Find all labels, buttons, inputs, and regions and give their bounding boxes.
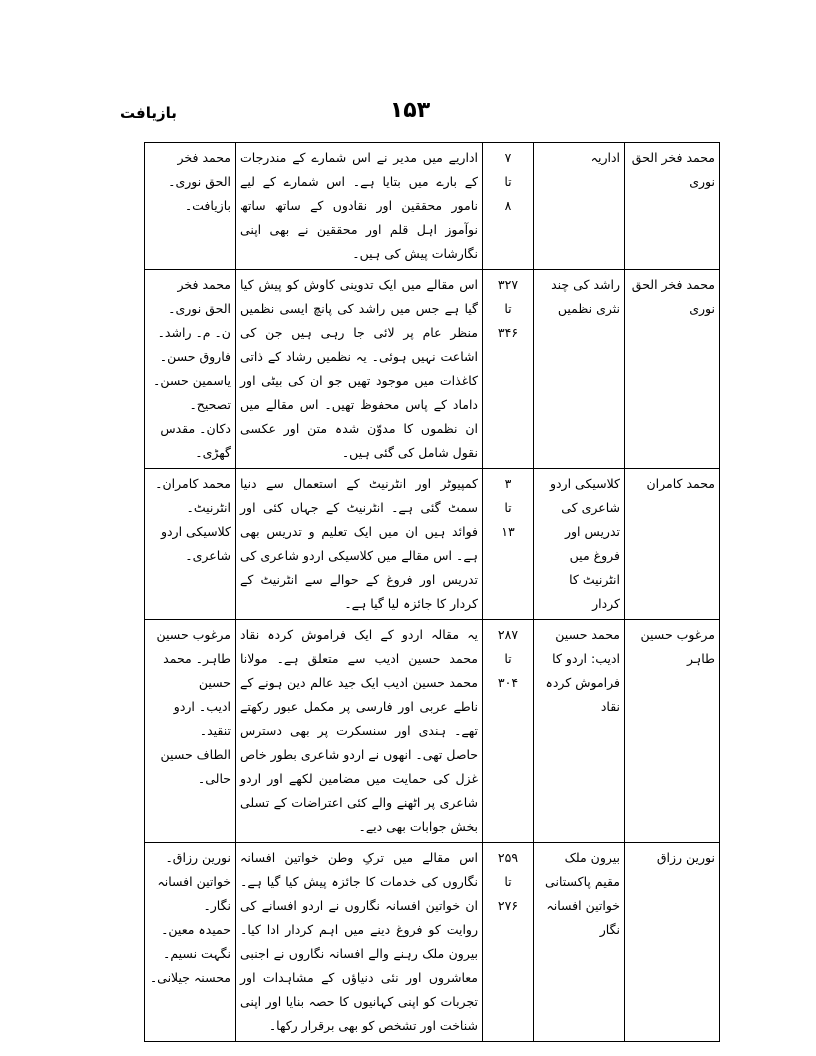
keyword: ادیب۔ اردو تنقید۔ — [173, 699, 231, 738]
keyword: کلاسیکی اردو — [160, 524, 231, 539]
table-row — [145, 270, 720, 469]
summary-cell: اداریے میں مدیر نے اس شمارے کے مندرجات کے بارے میں بتایا ہے۔ اس شمارے کے لیے نامور محققین اور نقادوں کے ساتھ ساتھ نوآموز اہل قلم اور محققین نے بھی اپنی نگارشات پیش کی ہیں۔ — [236, 143, 483, 270]
keyword: شاعری۔ — [185, 548, 231, 563]
keyword: نگہت نسیم۔ — [163, 946, 231, 961]
keyword: گھڑی۔ — [195, 445, 231, 460]
pages-cell — [483, 469, 534, 620]
title-cell: اداریہ — [534, 143, 625, 270]
keyword: طاہر۔ محمد حسین — [163, 651, 231, 690]
keywords-cell — [145, 143, 236, 270]
table-row — [145, 143, 720, 270]
page-range-part: ۲۸۷ — [497, 627, 519, 642]
page-range-part: تا — [504, 874, 512, 889]
keyword: حالی۔ — [197, 771, 231, 786]
keyword: الطاف حسین — [160, 747, 231, 762]
page-range-part: ۸ — [504, 198, 512, 213]
pages-cell — [483, 620, 534, 843]
page-range-part: تا — [504, 174, 512, 189]
title-cell: کلاسیکی اردو شاعری کی تدریس اور فروغ میں انٹرنیٹ کا کردار — [534, 469, 625, 620]
author-cell: محمد فخر الحق نوری — [625, 270, 720, 469]
table-row — [145, 469, 720, 620]
keywords-cell — [145, 270, 236, 469]
article-index-table — [144, 142, 720, 1042]
keyword: خواتین افسانہ — [157, 874, 231, 889]
author-cell: نورین رزاق — [625, 843, 720, 1042]
table-row — [145, 620, 720, 843]
author-cell: مرغوب حسین طاہر — [625, 620, 720, 843]
pages-cell — [483, 143, 534, 270]
author-cell: محمد کامران — [625, 469, 720, 620]
page-number: ۱۵۳ — [389, 98, 431, 123]
keyword: دکان۔ مقدس — [160, 421, 231, 436]
pages-cell — [483, 270, 534, 469]
keyword: فاروق حسن۔ — [159, 349, 231, 364]
page-range-part: ۲۷۶ — [497, 898, 519, 913]
summary-cell: کمپیوٹر اور انٹرنیٹ کے استعمال سے دنیا سمٹ گئی ہے۔ انٹرنیٹ کے جہاں کئی اور فوائد ہیں ان میں ایک تعلیم و تدریس بھی ہے۔ اس مقالے میں کلاسیکی اردو شاعری کی تدریس اور فروغ کے حوالے سے انٹرنیٹ کے کردار کا جائزہ لیا گیا ہے۔ — [236, 469, 483, 620]
running-head: بازیافت — [120, 104, 177, 122]
page-range-part: ۳۴۶ — [497, 325, 519, 340]
page-range-part: تا — [504, 301, 512, 316]
keyword: یاسمین حسن۔ تصحیح۔ — [153, 373, 231, 412]
keyword: محمد فخر الحق نوری۔ — [168, 150, 231, 189]
title-cell: محمد حسین ادیب: اردو کا فراموش کردہ نقاد — [534, 620, 625, 843]
page-range-part: ۳۲۷ — [497, 277, 519, 292]
page-range-part: ۳ — [504, 476, 512, 491]
keyword: حمیدہ معین۔ — [161, 922, 231, 937]
keyword: محمد فخر الحق نوری۔ — [168, 277, 231, 316]
keyword: نگار۔ — [203, 898, 231, 913]
keywords-cell — [145, 469, 236, 620]
summary-cell: اس مقالے میں ترکِ وطن خواتین افسانہ نگاروں کی خدمات کا جائزہ پیش کیا گیا ہے۔ ان خواتین افسانہ نگاروں نے اردو افسانے کی روایت کو فروغ دینے میں اہم کردار ادا کیا۔ بیرون ملک رہنے والے افسانہ نگاروں نے اجنبی معاشروں اور نئی دنیاؤں کے مشاہدات اور تجربات کو اپنی کہانیوں کا حصہ بنایا اور اپنی شناخت اور تشخص کو بھی برقرار رکھا۔ — [236, 843, 483, 1042]
pages-cell — [483, 843, 534, 1042]
page-range-part: ۷ — [504, 150, 512, 165]
table-row — [145, 843, 720, 1042]
keyword: ن۔ م۔ راشد۔ — [157, 325, 231, 340]
page-range-part: ۱۳ — [501, 524, 515, 539]
keyword: مرغوب حسین — [156, 627, 231, 642]
author-cell: محمد فخر الحق نوری — [625, 143, 720, 270]
page-range-part: ۳۰۴ — [497, 675, 519, 690]
title-cell: راشد کی چند نثری نظمیں — [534, 270, 625, 469]
page-range-part: ۲۵۹ — [497, 850, 519, 865]
page-range-part: تا — [504, 500, 512, 515]
summary-cell: اس مقالے میں ایک تدوینی کاوش کو پیش کیا گیا ہے جس میں راشد کی پانچ ایسی نظمیں منظر عام پر لائی جا رہی ہیں جن کی اشاعت نہیں ہوئی۔ یہ نظمیں رشاد کے ذاتی کاغذات میں موجود تھیں جو ان کی بیٹی اور داماد کے پاس محفوظ تھیں۔ اس مقالے میں ان نظموں کا مدوّن شدہ متن اور عکسی نقول شامل کی گئی ہیں۔ — [236, 270, 483, 469]
page-range-part: تا — [504, 651, 512, 666]
keyword: انٹرنیٹ۔ — [186, 500, 231, 515]
keyword: محسنہ جیلانی۔ — [149, 970, 231, 985]
keyword: محمد کامران۔ — [155, 476, 231, 491]
keyword: بازیافت۔ — [184, 198, 231, 213]
keyword: نورین رزاق۔ — [165, 850, 231, 865]
title-cell: بیرون ملک مقیم پاکستانی خواتین افسانہ نگار — [534, 843, 625, 1042]
keywords-cell — [145, 843, 236, 1042]
summary-cell: یہ مقالہ اردو کے ایک فراموش کردہ نقاد محمد حسین ادیب سے متعلق ہے۔ مولانا محمد حسین ادیب ایک جید عالم دین ہونے کے ناطے عربی اور فارسی پر مکمل عبور رکھتے تھے۔ ہندی اور سنسکرت پر بھی دسترس حاصل تھی۔ انھوں نے اردو شاعری بطور خاص غزل کی حمایت میں مضامین لکھے اور اردو شاعری پر اٹھنے والے کئی اعتراضات کے تسلی بخش جوابات بھی دیے۔ — [236, 620, 483, 843]
keywords-cell — [145, 620, 236, 843]
